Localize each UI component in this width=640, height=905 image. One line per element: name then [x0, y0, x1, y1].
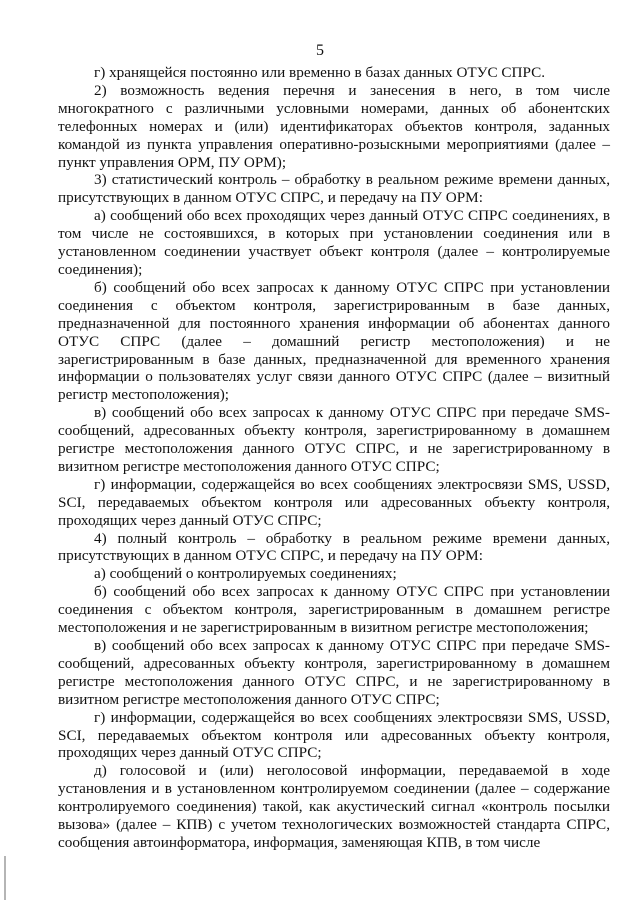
paragraph: а) сообщений обо всех проходящих через данный ОТУС СПРС соединениях, в том числе не состоявшихся, в которых при установлении соединения или в установленном соединении участвует объект контроля (далее – контролируемые соединения); — [58, 207, 610, 278]
paragraph: а) сообщений о контролируемых соединениях; — [94, 565, 397, 583]
paragraph: в) сообщений обо всех запросах к данному ОТУС СПРС при передаче SMS-сообщений, адресованных объекту контроля, зарегистрированному в домашнем регистре местоположения данного ОТУС СПРС, и не зарегистрированному в визитном регистре местоположения данного ОТУС СПРС; — [58, 637, 610, 708]
paragraph: б) сообщений обо всех запросах к данному ОТУС СПРС при установлении соединения с объектом контроля, зарегистрированным в базе данных, предназначенной для постоянного хранения информации об абонентах данного ОТУС СПРС (далее – домашний регистр местоположения) и не зарегистрированным в базе данных, предназначенной для временного хранения информации о пользователях услуг связи данного ОТУС СПРС (далее – визитный регистр местоположения); — [58, 278, 610, 404]
paragraph: в) сообщений обо всех запросах к данному ОТУС СПРС при передаче SMS-сообщений, адресованных объекту контроля, зарегистрированному в домашнем регистре местоположения данного ОТУС СПРС, и не зарегистрированному в визитном регистре местоположения данного ОТУС СПРС; — [58, 404, 610, 475]
paragraph: г) информации, содержащейся во всех сообщениях электросвязи SMS, USSD, SCI, передаваемых объектом контроля или адресованных объекту контроля, проходящих через данный ОТУС СПРС; — [58, 475, 610, 529]
page-number: 5 — [316, 42, 324, 59]
paragraph: г) информации, содержащейся во всех сообщениях электросвязи SMS, USSD, SCI, передаваемых объектом контроля или адресованных объекту контроля, проходящих через данный ОТУС СПРС; — [58, 708, 610, 762]
paragraph: 2) возможность ведения перечня и занесения в него, в том числе многократного с различными условными номерами, данных об абонентских телефонных номерах и (или) идентификаторах объектов контроля, заданных командой из пункта управления оперативно-розыскными мероприятиями (далее – пункт управления ОРМ, ПУ ОРМ); — [58, 81, 610, 171]
scan-edge-mark — [4, 856, 6, 900]
paragraph: б) сообщений обо всех запросах к данному ОТУС СПРС при установлении соединения с объектом контроля, зарегистрированным в домашнем регистре местоположения и не зарегистрированным в визитном регистре местоположения; — [58, 583, 610, 637]
document-body — [58, 64, 610, 852]
paragraph: д) голосовой и (или) неголосовой информации, передаваемой в ходе установления и в установленном контролируемом соединении (далее – содержание контролируемого соединения) такой, как акустический сигнал «контроль посылки вызова» (далее – КПВ) с учетом технологических возможностей стандарта СПРС, сообщения автоинформатора, информация, заменяющая КПВ, в том числе — [58, 762, 610, 851]
paragraph: 3) статистический контроль – обработку в реальном режиме времени данных, присутствующих в данном ОТУС СПРС, и передачу на ПУ ОРМ: — [58, 171, 610, 207]
paragraph: 4) полный контроль – обработку в реальном режиме времени данных, присутствующих в данном ОТУС СПРС, и передачу на ПУ ОРМ: — [58, 529, 610, 565]
paragraph: г) хранящейся постоянно или временно в базах данных ОТУС СПРС. — [94, 64, 546, 81]
